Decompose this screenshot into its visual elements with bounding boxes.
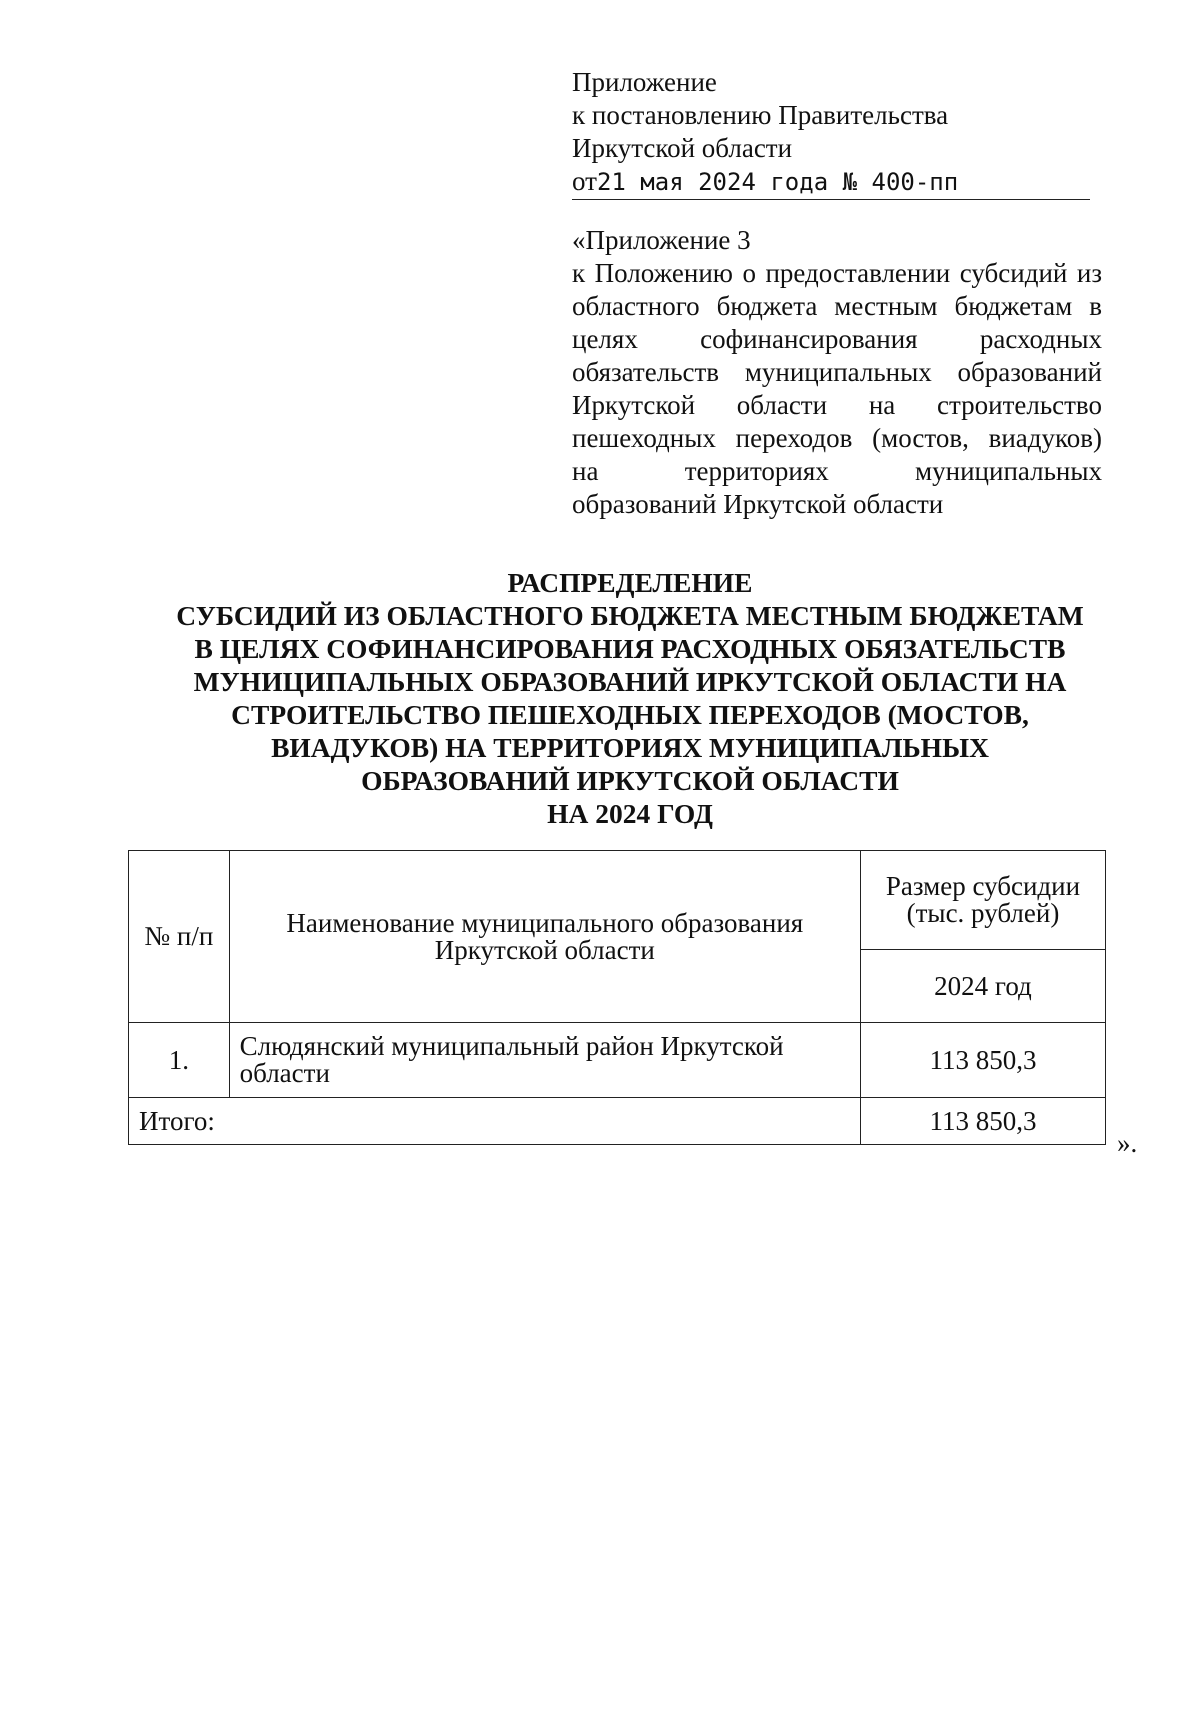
title-line: МУНИЦИПАЛЬНЫХ ОБРАЗОВАНИЙ ИРКУТСКОЙ ОБЛАСТИ НА [193, 666, 1067, 697]
title-line: СУБСИДИЙ ИЗ ОБЛАСТНОГО БЮДЖЕТА МЕСТНЫМ БЮДЖЕТАМ [176, 600, 1084, 631]
closing-quote-mark: ». [1117, 1128, 1138, 1158]
title-line: НА 2024 ГОД [547, 798, 713, 829]
regulation-line: образований Иркутской области [572, 489, 944, 519]
title-line: ВИАДУКОВ) НА ТЕРРИТОРИЯХ МУНИЦИПАЛЬНЫХ [271, 732, 989, 763]
appendix-line: Приложение [572, 67, 717, 97]
header-year: 2024 год [860, 950, 1105, 1023]
regulation-line: «Приложение 3 [572, 225, 751, 255]
appendix-line: к постановлению Правительства [572, 100, 949, 130]
appendix-header [572, 66, 1100, 200]
header-municipality: Наименование муниципального образования Иркутской области [229, 851, 860, 1023]
regulation-line: к Положению о предоставлении субсидий из [572, 258, 1102, 288]
subsidy-distribution-table [128, 850, 1106, 1145]
total-label: Итого: [129, 1098, 861, 1145]
row-value: 113 850,3 [860, 1023, 1105, 1098]
regulation-line: областного бюджета местным бюджетам в [572, 291, 1102, 321]
resolution-date: 21 мая 2024 года № 400-пп [596, 168, 959, 196]
table-header-row [129, 851, 1106, 950]
regulation-appendix-note [572, 224, 1102, 521]
table-row [129, 1023, 1106, 1098]
appendix-line: Иркутской области [572, 133, 793, 163]
title-line: ОБРАЗОВАНИЙ ИРКУТСКОЙ ОБЛАСТИ [361, 765, 899, 796]
regulation-line: обязательств муниципальных образований [572, 357, 1102, 387]
regulation-line: Иркутской области на строительство [572, 390, 1102, 420]
resolution-date-line [572, 165, 1090, 200]
regulation-line: пешеходных переходов (мостов, виадуков) [572, 423, 1102, 453]
header-subsidy-size: Размер субсидии (тыс. рублей) [860, 851, 1105, 950]
title-line: В ЦЕЛЯХ СОФИНАНСИРОВАНИЯ РАСХОДНЫХ ОБЯЗАТЕЛЬСТВ [194, 633, 1066, 664]
regulation-line: целях софинансирования расходных [572, 324, 1102, 354]
title-line: РАСПРЕДЕЛЕНИЕ [507, 567, 753, 598]
header-number: № п/п [129, 851, 230, 1023]
date-prefix: от [572, 166, 597, 196]
row-number: 1. [129, 1023, 230, 1098]
title-line: СТРОИТЕЛЬСТВО ПЕШЕХОДНЫХ ПЕРЕХОДОВ (МОСТОВ, [231, 699, 1029, 730]
table-total-row [129, 1098, 1106, 1145]
total-value: 113 850,3 [860, 1098, 1105, 1145]
document-title [120, 566, 1140, 830]
regulation-line: на территориях муниципальных [572, 456, 1102, 486]
row-municipality: Слюдянский муниципальный район Иркутской области [229, 1023, 860, 1098]
